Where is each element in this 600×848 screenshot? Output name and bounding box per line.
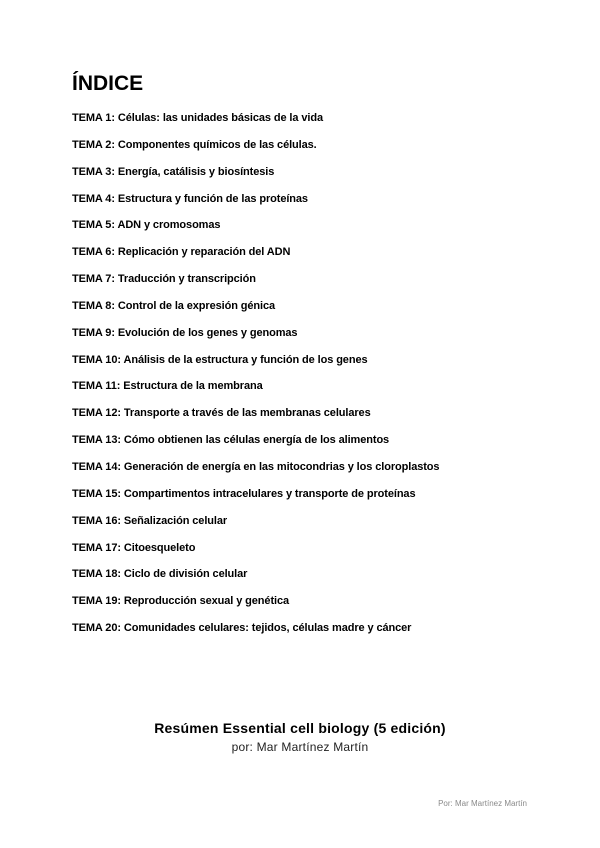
toc-item-title: Citoesqueleto — [123, 541, 196, 554]
toc-item-title: Replicación y reparación del ADN — [117, 246, 291, 259]
toc-item-number: TEMA 18: — [72, 568, 121, 581]
toc-item — [72, 511, 439, 538]
toc-item — [72, 430, 439, 457]
toc-item-number: TEMA 14: — [72, 460, 121, 473]
toc-item — [72, 564, 439, 591]
toc-item-number: TEMA 13: — [72, 434, 121, 447]
toc-item — [72, 215, 439, 242]
toc-item-title: Compartimentos intracelulares y transporte de proteínas — [123, 487, 416, 500]
toc-item-number: TEMA 8: — [72, 299, 115, 312]
toc-item — [72, 108, 439, 135]
toc-item-number: TEMA 16: — [72, 514, 121, 527]
toc-item — [72, 162, 439, 189]
toc-item-title: Señalización celular — [123, 514, 228, 527]
toc-item — [72, 538, 439, 565]
toc-item-number: TEMA 6: — [72, 246, 115, 259]
toc-item-number: TEMA 15: — [72, 487, 121, 500]
toc-item-title: Células: las unidades básicas de la vida — [117, 112, 323, 124]
toc-item-title: Control de la expresión génica — [117, 299, 276, 312]
toc-item — [72, 591, 439, 618]
toc-item — [72, 457, 439, 484]
toc-item-title: Estructura de la membrana — [123, 380, 263, 393]
toc-item-number: TEMA 11: — [72, 380, 121, 393]
toc-item — [72, 323, 439, 350]
toc-item-number: TEMA 1: — [72, 112, 115, 124]
toc-item-title: Transporte a través de las membranas celulares — [123, 407, 371, 420]
toc-item — [72, 135, 439, 162]
index-title: ÍNDICE — [72, 72, 144, 95]
toc-item-title: Análisis de la estructura y función de los genes — [123, 353, 368, 366]
toc-item-number: TEMA 2: — [72, 138, 115, 151]
toc-item-number: TEMA 10: — [72, 353, 121, 366]
toc-item-title: Energía, catálisis y biosíntesis — [117, 165, 275, 178]
toc-item-number: TEMA 9: — [72, 326, 115, 339]
toc-item-title: Comunidades celulares: tejidos, células madre y cáncer — [123, 622, 412, 635]
page-footer-note: Por: Mar Martínez Martín — [438, 799, 527, 808]
toc-item-title: Estructura y función de las proteínas — [117, 192, 308, 205]
toc-item-title: Reproducción sexual y genética — [123, 595, 290, 608]
toc-item-title: Generación de energía en las mitocondrias y los cloroplastos — [123, 460, 440, 473]
toc-item-title: Componentes químicos de las células. — [117, 138, 317, 151]
toc-item-number: TEMA 17: — [72, 541, 121, 554]
toc-item — [72, 296, 439, 323]
toc-item-number: TEMA 7: — [72, 273, 115, 286]
toc-item-number: TEMA 12: — [72, 407, 121, 420]
toc-item — [72, 618, 439, 645]
toc-item-number: TEMA 19: — [72, 595, 121, 608]
toc-item — [72, 376, 439, 403]
document-author: por: Mar Martínez Martín — [231, 740, 369, 754]
table-of-contents — [72, 108, 439, 645]
toc-item — [72, 484, 439, 511]
toc-item-number: TEMA 3: — [72, 165, 115, 178]
toc-item — [72, 189, 439, 216]
toc-item — [72, 350, 439, 377]
toc-item — [72, 269, 439, 296]
toc-item-title: ADN y cromosomas — [117, 219, 221, 232]
document-title: Resúmen Essential cell biology (5 edición) — [154, 720, 446, 736]
toc-item — [72, 242, 439, 269]
toc-item-number: TEMA 20: — [72, 622, 121, 635]
toc-item-title: Evolución de los genes y genomas — [117, 326, 298, 339]
toc-item-title: Ciclo de división celular — [123, 568, 248, 581]
toc-item-number: TEMA 4: — [72, 192, 115, 205]
toc-item-title: Traducción y transcripción — [117, 273, 256, 286]
toc-item-number: TEMA 5: — [72, 219, 115, 232]
toc-item-title: Cómo obtienen las células energía de los alimentos — [123, 434, 390, 447]
toc-item — [72, 403, 439, 430]
